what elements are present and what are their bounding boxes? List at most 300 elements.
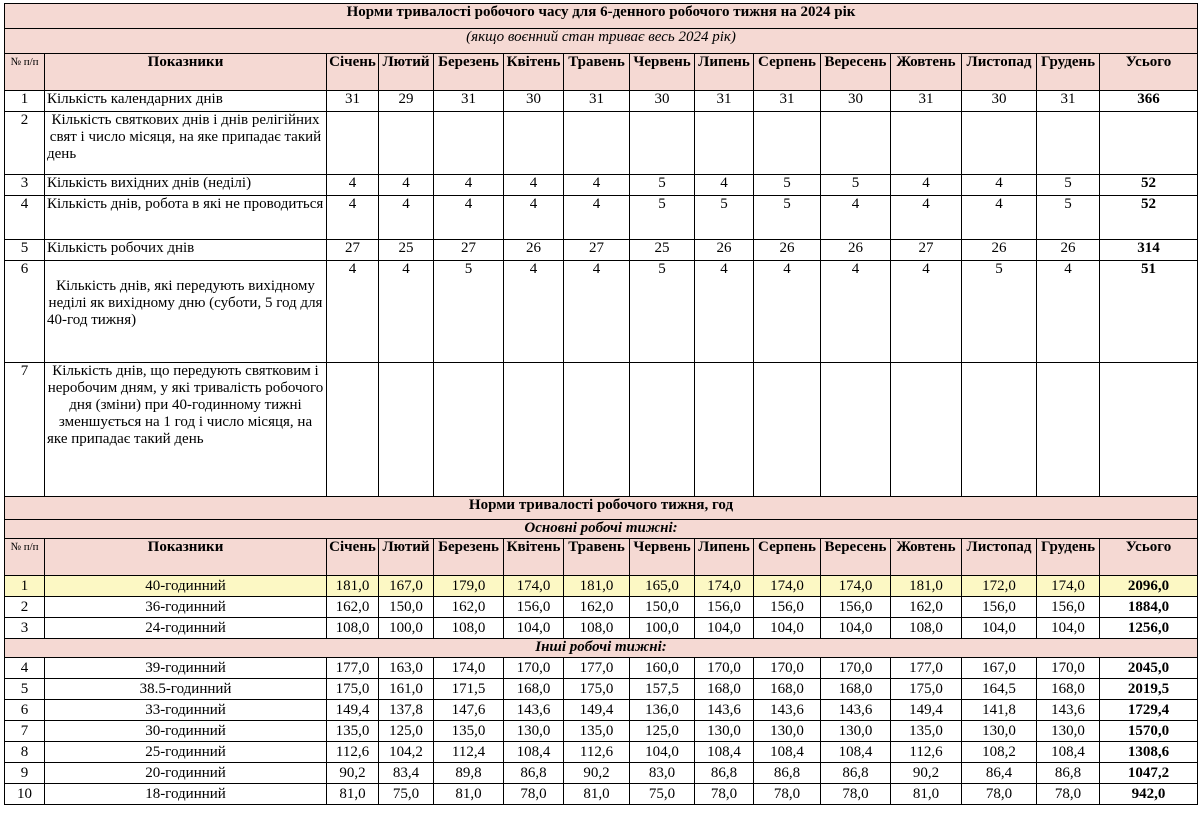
month-value-cell — [434, 112, 504, 175]
month-value-cell — [1037, 363, 1100, 497]
month-value-cell: 5 — [821, 175, 891, 196]
month-hours-cell: 162,0 — [564, 597, 630, 618]
total-column-header: Усього — [1100, 539, 1198, 576]
row-number: 10 — [5, 784, 45, 805]
month-hours-cell: 86,4 — [962, 763, 1037, 784]
row-number: 1 — [5, 576, 45, 597]
month-hours-cell: 81,0 — [327, 784, 379, 805]
total-cell: 366 — [1100, 91, 1198, 112]
month-value-cell: 27 — [891, 240, 962, 261]
month-value-cell — [754, 112, 821, 175]
month-hours-cell: 104,0 — [754, 618, 821, 639]
month-value-cell: 4 — [962, 196, 1037, 240]
month-value-cell — [891, 112, 962, 175]
week-type-label: 30-годинний — [45, 721, 327, 742]
indicator-label: Кількість днів, робота в які не проводиться — [45, 196, 327, 240]
month-hours-cell: 156,0 — [821, 597, 891, 618]
days-header-row — [5, 54, 1198, 91]
main-weeks-title: Основні робочі тижні: — [5, 520, 1198, 539]
month-value-cell: 4 — [327, 196, 379, 240]
month-hours-cell: 100,0 — [630, 618, 695, 639]
table-row — [5, 721, 1198, 742]
month-column-header: Липень — [695, 54, 754, 91]
month-value-cell — [564, 112, 630, 175]
total-column-header: Усього — [1100, 54, 1198, 91]
month-hours-cell: 130,0 — [504, 721, 564, 742]
month-value-cell — [962, 112, 1037, 175]
month-hours-cell: 157,5 — [630, 679, 695, 700]
month-value-cell: 4 — [434, 175, 504, 196]
month-value-cell: 5 — [1037, 196, 1100, 240]
month-hours-cell: 175,0 — [891, 679, 962, 700]
month-hours-cell: 141,8 — [962, 700, 1037, 721]
row-number: 2 — [5, 112, 45, 175]
month-value-cell: 31 — [754, 91, 821, 112]
month-value-cell: 26 — [504, 240, 564, 261]
month-hours-cell: 83,0 — [630, 763, 695, 784]
month-value-cell: 5 — [695, 196, 754, 240]
month-hours-cell: 81,0 — [564, 784, 630, 805]
month-value-cell: 25 — [379, 240, 434, 261]
subtitle-row — [5, 29, 1198, 54]
month-value-cell: 4 — [379, 196, 434, 240]
month-hours-cell: 156,0 — [695, 597, 754, 618]
month-hours-cell: 165,0 — [630, 576, 695, 597]
month-value-cell: 4 — [1037, 261, 1100, 363]
month-hours-cell: 135,0 — [327, 721, 379, 742]
month-hours-cell: 143,6 — [754, 700, 821, 721]
month-column-header: Грудень — [1037, 54, 1100, 91]
month-hours-cell: 168,0 — [504, 679, 564, 700]
month-hours-cell: 147,6 — [434, 700, 504, 721]
table-row — [5, 261, 1198, 363]
month-value-cell — [504, 112, 564, 175]
month-column-header: Липень — [695, 539, 754, 576]
month-hours-cell: 135,0 — [564, 721, 630, 742]
month-column-header: Листопад — [962, 54, 1037, 91]
other-weeks-title-row — [5, 639, 1198, 658]
month-hours-cell: 143,6 — [504, 700, 564, 721]
month-hours-cell: 163,0 — [379, 658, 434, 679]
month-hours-cell: 172,0 — [962, 576, 1037, 597]
month-hours-cell: 130,0 — [695, 721, 754, 742]
month-hours-cell: 86,8 — [695, 763, 754, 784]
table-row — [5, 576, 1198, 597]
month-column-header: Січень — [327, 54, 379, 91]
month-value-cell: 4 — [434, 196, 504, 240]
month-value-cell: 4 — [891, 196, 962, 240]
month-hours-cell: 149,4 — [891, 700, 962, 721]
month-hours-cell: 143,6 — [695, 700, 754, 721]
table-row — [5, 763, 1198, 784]
month-hours-cell: 83,4 — [379, 763, 434, 784]
section-title-row — [5, 497, 1198, 520]
indicator-label: Кількість святкових днів і днів релігійних свят і число місяця, на яке припадає такий день — [45, 112, 327, 175]
month-hours-cell: 150,0 — [630, 597, 695, 618]
month-value-cell: 26 — [695, 240, 754, 261]
row-number: 5 — [5, 240, 45, 261]
table-row — [5, 363, 1198, 497]
month-value-cell: 26 — [962, 240, 1037, 261]
month-hours-cell: 108,2 — [962, 742, 1037, 763]
month-hours-cell: 108,4 — [695, 742, 754, 763]
total-cell: 52 — [1100, 196, 1198, 240]
month-value-cell: 26 — [821, 240, 891, 261]
table-row — [5, 658, 1198, 679]
row-number: 3 — [5, 618, 45, 639]
month-hours-cell: 104,0 — [504, 618, 564, 639]
month-value-cell: 5 — [962, 261, 1037, 363]
month-hours-cell: 130,0 — [821, 721, 891, 742]
section-title: Норми тривалості робочого тижня, год — [5, 497, 1198, 520]
month-hours-cell: 90,2 — [564, 763, 630, 784]
month-value-cell: 4 — [695, 175, 754, 196]
month-hours-cell: 181,0 — [891, 576, 962, 597]
month-column-header: Листопад — [962, 539, 1037, 576]
month-value-cell: 4 — [504, 196, 564, 240]
month-column-header: Серпень — [754, 539, 821, 576]
month-value-cell: 4 — [504, 175, 564, 196]
month-hours-cell: 108,4 — [754, 742, 821, 763]
month-value-cell: 5 — [630, 261, 695, 363]
indicator-label: Кількість вихідних днів (неділі) — [45, 175, 327, 196]
month-value-cell: 5 — [630, 175, 695, 196]
month-value-cell: 4 — [821, 261, 891, 363]
month-hours-cell: 143,6 — [1037, 700, 1100, 721]
month-hours-cell: 171,5 — [434, 679, 504, 700]
month-hours-cell: 108,0 — [891, 618, 962, 639]
month-hours-cell: 162,0 — [891, 597, 962, 618]
month-hours-cell: 78,0 — [504, 784, 564, 805]
month-value-cell — [630, 112, 695, 175]
month-value-cell: 31 — [434, 91, 504, 112]
month-column-header: Вересень — [821, 54, 891, 91]
month-value-cell — [891, 363, 962, 497]
month-value-cell — [630, 363, 695, 497]
month-value-cell — [821, 112, 891, 175]
month-hours-cell: 174,0 — [754, 576, 821, 597]
month-value-cell: 31 — [327, 91, 379, 112]
table-row — [5, 196, 1198, 240]
month-value-cell: 31 — [891, 91, 962, 112]
month-value-cell: 4 — [695, 261, 754, 363]
month-hours-cell: 175,0 — [564, 679, 630, 700]
month-hours-cell: 86,8 — [754, 763, 821, 784]
month-hours-cell: 75,0 — [379, 784, 434, 805]
month-hours-cell: 78,0 — [962, 784, 1037, 805]
week-type-label: 38.5-годинний — [45, 679, 327, 700]
month-value-cell: 4 — [379, 261, 434, 363]
week-type-label: 33-годинний — [45, 700, 327, 721]
month-hours-cell: 135,0 — [434, 721, 504, 742]
month-column-header: Травень — [564, 54, 630, 91]
month-hours-cell: 162,0 — [434, 597, 504, 618]
month-value-cell: 30 — [504, 91, 564, 112]
hours-header-row — [5, 539, 1198, 576]
month-hours-cell: 167,0 — [962, 658, 1037, 679]
table-row — [5, 742, 1198, 763]
month-hours-cell: 90,2 — [327, 763, 379, 784]
month-hours-cell: 108,0 — [327, 618, 379, 639]
page-subtitle: (якщо воєнний стан триває весь 2024 рік) — [5, 29, 1198, 54]
total-hours-cell: 1570,0 — [1100, 721, 1198, 742]
month-column-header: Березень — [434, 54, 504, 91]
month-value-cell: 5 — [754, 196, 821, 240]
month-value-cell: 31 — [695, 91, 754, 112]
month-hours-cell: 170,0 — [821, 658, 891, 679]
month-hours-cell: 168,0 — [754, 679, 821, 700]
month-column-header: Жовтень — [891, 539, 962, 576]
month-hours-cell: 108,4 — [1037, 742, 1100, 763]
month-hours-cell: 112,6 — [327, 742, 379, 763]
row-number: 3 — [5, 175, 45, 196]
week-type-label: 36-годинний — [45, 597, 327, 618]
title-row — [5, 4, 1198, 29]
total-hours-cell: 2045,0 — [1100, 658, 1198, 679]
row-number: 7 — [5, 363, 45, 497]
month-value-cell: 4 — [379, 175, 434, 196]
month-value-cell: 5 — [434, 261, 504, 363]
month-column-header: Грудень — [1037, 539, 1100, 576]
month-hours-cell: 78,0 — [1037, 784, 1100, 805]
month-value-cell — [962, 363, 1037, 497]
month-hours-cell: 174,0 — [1037, 576, 1100, 597]
row-number: 7 — [5, 721, 45, 742]
month-hours-cell: 161,0 — [379, 679, 434, 700]
total-cell: 52 — [1100, 175, 1198, 196]
total-hours-cell: 1308,6 — [1100, 742, 1198, 763]
month-value-cell: 26 — [754, 240, 821, 261]
total-cell: 314 — [1100, 240, 1198, 261]
month-hours-cell: 170,0 — [504, 658, 564, 679]
month-hours-cell: 149,4 — [564, 700, 630, 721]
total-hours-cell: 942,0 — [1100, 784, 1198, 805]
month-hours-cell: 108,0 — [564, 618, 630, 639]
month-hours-cell: 108,4 — [504, 742, 564, 763]
month-hours-cell: 162,0 — [327, 597, 379, 618]
month-column-header: Лютий — [379, 539, 434, 576]
month-hours-cell: 175,0 — [327, 679, 379, 700]
month-value-cell — [695, 363, 754, 497]
indicator-label: Кількість днів, що передують святковим і неробочим дням, у які тривалість робочого дня (зміни) при 40-годинному тижні зменшується на 1 год і число місяця, на яке припадає такий день — [45, 363, 327, 497]
month-value-cell: 4 — [891, 175, 962, 196]
month-value-cell — [327, 112, 379, 175]
month-column-header: Жовтень — [891, 54, 962, 91]
month-hours-cell: 137,8 — [379, 700, 434, 721]
month-value-cell: 4 — [327, 261, 379, 363]
month-value-cell: 4 — [962, 175, 1037, 196]
main-weeks-title-row — [5, 520, 1198, 539]
table-row — [5, 91, 1198, 112]
total-hours-cell: 1729,4 — [1100, 700, 1198, 721]
week-type-label: 39-годинний — [45, 658, 327, 679]
table-row — [5, 112, 1198, 175]
month-hours-cell: 130,0 — [1037, 721, 1100, 742]
month-hours-cell: 135,0 — [891, 721, 962, 742]
month-value-cell — [327, 363, 379, 497]
month-hours-cell: 125,0 — [630, 721, 695, 742]
month-value-cell — [695, 112, 754, 175]
month-value-cell — [379, 112, 434, 175]
month-value-cell: 5 — [1037, 175, 1100, 196]
row-number: 2 — [5, 597, 45, 618]
month-column-header: Вересень — [821, 539, 891, 576]
month-value-cell: 5 — [630, 196, 695, 240]
month-hours-cell: 112,6 — [564, 742, 630, 763]
month-hours-cell: 104,0 — [962, 618, 1037, 639]
num-column-header: № п/п — [5, 54, 45, 91]
month-value-cell: 4 — [754, 261, 821, 363]
total-hours-cell: 2096,0 — [1100, 576, 1198, 597]
month-value-cell: 27 — [564, 240, 630, 261]
indicator-label: Кількість календарних днів — [45, 91, 327, 112]
month-column-header: Червень — [630, 539, 695, 576]
row-number: 9 — [5, 763, 45, 784]
week-type-label: 24-годинний — [45, 618, 327, 639]
week-type-label: 25-годинний — [45, 742, 327, 763]
row-number: 1 — [5, 91, 45, 112]
month-column-header: Серпень — [754, 54, 821, 91]
month-value-cell — [379, 363, 434, 497]
indicators-column-header: Показники — [45, 54, 327, 91]
month-hours-cell: 125,0 — [379, 721, 434, 742]
indicator-label: Кількість днів, які передують вихідному неділі як вихідному дню (суботи, 5 год для 40-год тижня) — [45, 261, 327, 363]
total-hours-cell: 1256,0 — [1100, 618, 1198, 639]
month-hours-cell: 168,0 — [821, 679, 891, 700]
week-type-label: 18-годинний — [45, 784, 327, 805]
month-hours-cell: 86,8 — [504, 763, 564, 784]
table-row — [5, 597, 1198, 618]
month-value-cell: 5 — [754, 175, 821, 196]
month-value-cell: 4 — [564, 175, 630, 196]
month-hours-cell: 104,0 — [695, 618, 754, 639]
month-column-header: Квітень — [504, 54, 564, 91]
month-hours-cell: 104,2 — [379, 742, 434, 763]
month-column-header: Червень — [630, 54, 695, 91]
week-type-label: 20-годинний — [45, 763, 327, 784]
row-number: 6 — [5, 261, 45, 363]
total-cell — [1100, 363, 1198, 497]
month-hours-cell: 179,0 — [434, 576, 504, 597]
month-hours-cell: 130,0 — [962, 721, 1037, 742]
month-hours-cell: 181,0 — [564, 576, 630, 597]
month-hours-cell: 156,0 — [1037, 597, 1100, 618]
row-number: 6 — [5, 700, 45, 721]
month-value-cell: 25 — [630, 240, 695, 261]
month-value-cell: 4 — [891, 261, 962, 363]
month-hours-cell: 104,0 — [630, 742, 695, 763]
month-value-cell: 29 — [379, 91, 434, 112]
month-hours-cell: 170,0 — [1037, 658, 1100, 679]
month-column-header: Січень — [327, 539, 379, 576]
month-hours-cell: 156,0 — [754, 597, 821, 618]
month-hours-cell: 130,0 — [754, 721, 821, 742]
month-hours-cell: 78,0 — [754, 784, 821, 805]
month-hours-cell: 143,6 — [821, 700, 891, 721]
month-value-cell: 30 — [962, 91, 1037, 112]
month-value-cell: 4 — [564, 196, 630, 240]
month-hours-cell: 104,0 — [821, 618, 891, 639]
month-hours-cell: 75,0 — [630, 784, 695, 805]
month-hours-cell: 177,0 — [327, 658, 379, 679]
month-value-cell: 27 — [327, 240, 379, 261]
month-hours-cell: 170,0 — [695, 658, 754, 679]
month-hours-cell: 177,0 — [891, 658, 962, 679]
indicators-column-header: Показники — [45, 539, 327, 576]
month-hours-cell: 168,0 — [1037, 679, 1100, 700]
month-hours-cell: 78,0 — [821, 784, 891, 805]
month-hours-cell: 167,0 — [379, 576, 434, 597]
month-hours-cell: 104,0 — [1037, 618, 1100, 639]
table-row — [5, 240, 1198, 261]
month-hours-cell: 136,0 — [630, 700, 695, 721]
table-row — [5, 175, 1198, 196]
month-hours-cell: 90,2 — [891, 763, 962, 784]
week-type-label: 40-годинний — [45, 576, 327, 597]
month-value-cell — [821, 363, 891, 497]
table-row — [5, 679, 1198, 700]
month-hours-cell: 174,0 — [821, 576, 891, 597]
month-column-header: Травень — [564, 539, 630, 576]
month-hours-cell: 181,0 — [327, 576, 379, 597]
month-value-cell: 30 — [821, 91, 891, 112]
month-hours-cell: 81,0 — [434, 784, 504, 805]
month-hours-cell: 150,0 — [379, 597, 434, 618]
month-value-cell: 4 — [821, 196, 891, 240]
month-value-cell: 31 — [1037, 91, 1100, 112]
month-value-cell: 4 — [327, 175, 379, 196]
month-value-cell — [564, 363, 630, 497]
table-row — [5, 618, 1198, 639]
row-number: 8 — [5, 742, 45, 763]
month-hours-cell: 156,0 — [962, 597, 1037, 618]
month-hours-cell: 78,0 — [695, 784, 754, 805]
row-number: 5 — [5, 679, 45, 700]
month-hours-cell: 156,0 — [504, 597, 564, 618]
row-number: 4 — [5, 196, 45, 240]
month-hours-cell: 81,0 — [891, 784, 962, 805]
month-hours-cell: 112,6 — [891, 742, 962, 763]
table-body — [5, 4, 1198, 805]
month-value-cell: 4 — [504, 261, 564, 363]
table-row — [5, 700, 1198, 721]
total-hours-cell: 1047,2 — [1100, 763, 1198, 784]
month-hours-cell: 164,5 — [962, 679, 1037, 700]
month-column-header: Лютий — [379, 54, 434, 91]
total-hours-cell: 1884,0 — [1100, 597, 1198, 618]
month-column-header: Березень — [434, 539, 504, 576]
month-value-cell: 26 — [1037, 240, 1100, 261]
month-hours-cell: 149,4 — [327, 700, 379, 721]
page-title: Норми тривалості робочого часу для 6-денного робочого тижня на 2024 рік — [5, 4, 1198, 29]
month-column-header: Квітень — [504, 539, 564, 576]
month-hours-cell: 86,8 — [821, 763, 891, 784]
month-hours-cell: 89,8 — [434, 763, 504, 784]
work-hours-norm-table — [4, 3, 1198, 805]
month-hours-cell: 108,4 — [821, 742, 891, 763]
month-value-cell — [504, 363, 564, 497]
month-value-cell: 27 — [434, 240, 504, 261]
row-number: 4 — [5, 658, 45, 679]
other-weeks-title: Інші робочі тижні: — [5, 639, 1198, 658]
month-hours-cell: 170,0 — [754, 658, 821, 679]
total-cell — [1100, 112, 1198, 175]
indicator-label: Кількість робочих днів — [45, 240, 327, 261]
month-hours-cell: 174,0 — [434, 658, 504, 679]
month-value-cell — [434, 363, 504, 497]
month-value-cell: 30 — [630, 91, 695, 112]
month-value-cell — [754, 363, 821, 497]
